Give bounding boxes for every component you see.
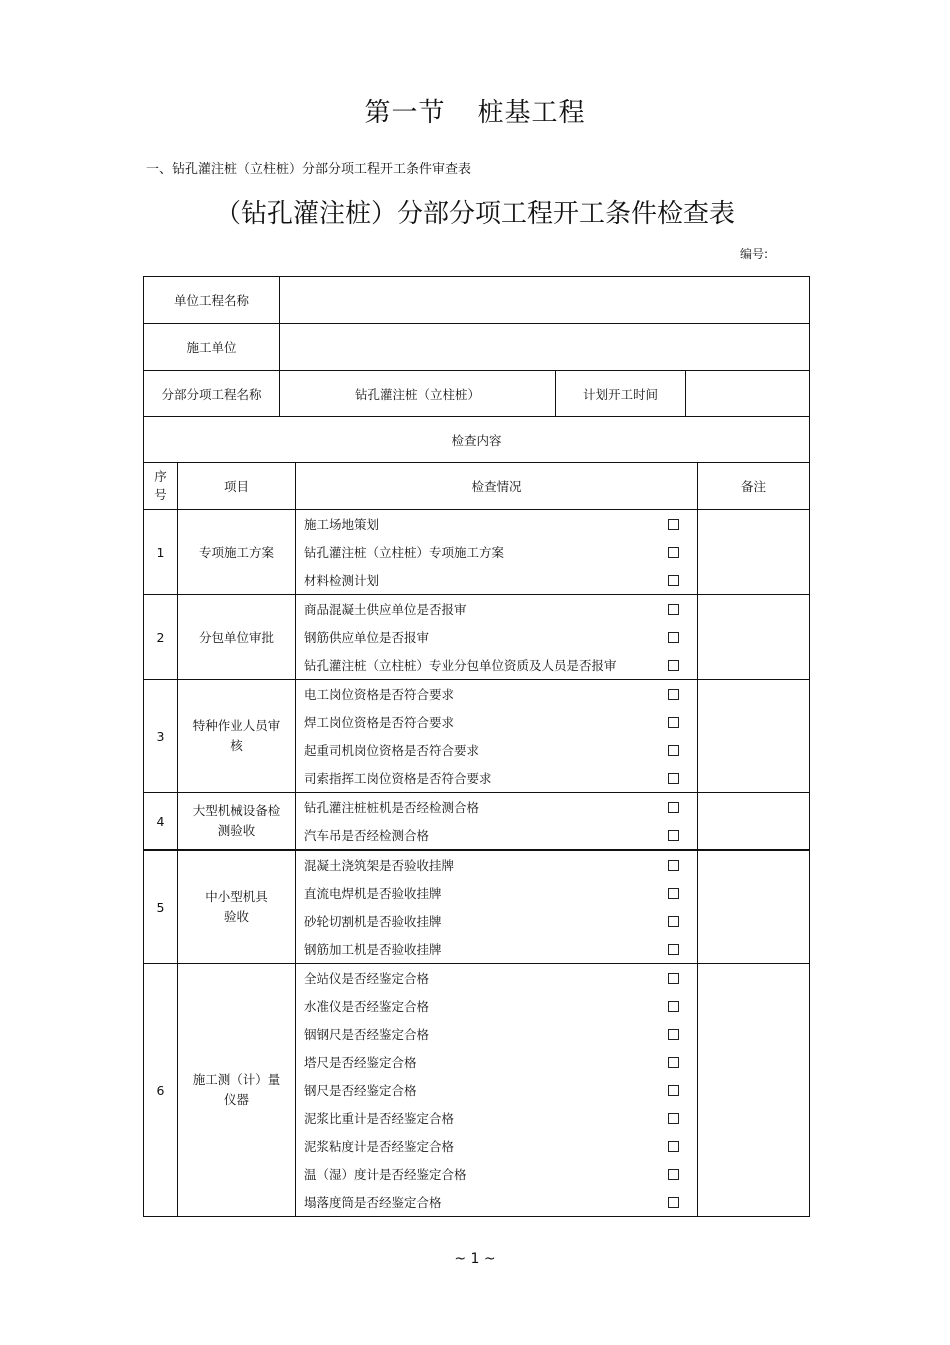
check-item-label: 全站仪是否经鉴定合格 (304, 971, 430, 986)
row-checks (296, 964, 698, 1217)
row-item (178, 964, 296, 1217)
checkbox-icon[interactable] (668, 745, 679, 756)
check-item-label: 水准仪是否经鉴定合格 (304, 999, 430, 1014)
check-item-label: 材料检测计划 (304, 573, 380, 588)
planned-start-label: 计划开工时间 (556, 371, 686, 417)
checkbox-icon[interactable] (668, 660, 679, 671)
row-remarks[interactable] (698, 680, 810, 793)
check-item[interactable] (296, 651, 697, 679)
row-seq: 2 (144, 595, 178, 680)
check-item[interactable] (296, 907, 697, 935)
seq-header-label: 序号 (154, 469, 167, 502)
subheading: 一、钻孔灌注桩（立柱桩）分部分项工程开工条件审查表 (146, 162, 472, 177)
section-title (0, 92, 950, 129)
check-item-label: 钻孔灌注桩（立柱桩）专项施工方案 (304, 545, 505, 560)
unit-project-label: 单位工程名称 (144, 277, 280, 324)
checkbox-icon[interactable] (668, 717, 679, 728)
row-item (178, 680, 296, 793)
row-seq: 5 (144, 850, 178, 964)
section-number: 第一节 (364, 98, 446, 128)
check-item-label: 钻孔灌注桩（立柱桩）专业分包单位资质及人员是否报审 (304, 658, 617, 673)
checkbox-icon[interactable] (668, 944, 679, 955)
form-title: （钻孔灌注桩）分部分项工程开工条件检查表 (214, 199, 735, 229)
row-checks (296, 680, 698, 793)
row-item-label: 大型机械设备检测验收 (192, 803, 281, 838)
check-item-label: 起重司机岗位资格是否符合要求 (304, 743, 480, 758)
seq-header (144, 463, 178, 510)
row-checks (296, 510, 698, 595)
checkbox-icon[interactable] (668, 830, 679, 841)
check-item-label: 焊工岗位资格是否符合要求 (304, 715, 455, 730)
checkbox-icon[interactable] (668, 1001, 679, 1012)
row-item-label: 特种作业人员审核 (192, 718, 281, 753)
check-item[interactable] (296, 680, 697, 708)
table-row (144, 850, 810, 964)
row-remarks[interactable] (698, 793, 810, 851)
checkbox-icon[interactable] (668, 860, 679, 871)
row-item (178, 850, 296, 964)
check-item[interactable] (296, 1132, 697, 1160)
header-table (143, 276, 810, 463)
checkbox-icon[interactable] (668, 973, 679, 984)
check-item-label: 泥浆粘度计是否经鉴定合格 (304, 1139, 455, 1154)
sub-project-value: 钻孔灌注桩（立柱桩） (280, 371, 556, 417)
table-row (144, 964, 810, 1217)
row-checks (296, 595, 698, 680)
checkbox-icon[interactable] (668, 632, 679, 643)
checkbox-icon[interactable] (668, 1029, 679, 1040)
check-item-label: 塔尺是否经鉴定合格 (304, 1055, 417, 1070)
check-item[interactable] (296, 935, 697, 963)
check-item-label: 直流电焊机是否验收挂牌 (304, 886, 442, 901)
row-remarks[interactable] (698, 850, 810, 964)
table-row (144, 793, 810, 851)
checkbox-icon[interactable] (668, 773, 679, 784)
check-item[interactable] (296, 764, 697, 792)
check-item[interactable] (296, 1076, 697, 1104)
row-item: 专项施工方案 (178, 510, 296, 595)
row-item: 分包单位审批 (178, 595, 296, 680)
check-item[interactable] (296, 821, 697, 849)
check-item[interactable] (296, 851, 697, 879)
check-item[interactable] (296, 1160, 697, 1188)
page-number: ~ 1 ~ (454, 1251, 496, 1267)
check-item[interactable] (296, 992, 697, 1020)
checkbox-icon[interactable] (668, 888, 679, 899)
unit-project-value[interactable] (280, 277, 810, 324)
number-label: 编号: (740, 247, 769, 261)
row-seq: 1 (144, 510, 178, 595)
checklist-table (143, 462, 810, 1217)
construction-unit-value[interactable] (280, 324, 810, 371)
row-remarks[interactable] (698, 595, 810, 680)
check-item-label: 塌落度筒是否经鉴定合格 (304, 1195, 442, 1210)
check-item[interactable] (296, 538, 697, 566)
row-checks (296, 793, 698, 851)
check-item-label: 钻孔灌注桩桩机是否经检测合格 (304, 800, 480, 815)
item-header: 项目 (178, 463, 296, 510)
row-seq: 3 (144, 680, 178, 793)
sub-project-label: 分部分项工程名称 (144, 371, 280, 417)
check-item[interactable] (296, 736, 697, 764)
check-item-label: 施工场地策划 (304, 517, 380, 532)
check-item[interactable] (296, 1104, 697, 1132)
row-seq: 6 (144, 964, 178, 1217)
checkbox-icon[interactable] (668, 1085, 679, 1096)
check-item-label: 温（湿）度计是否经鉴定合格 (304, 1167, 467, 1182)
check-item[interactable] (296, 595, 697, 623)
check-item-label: 汽车吊是否经检测合格 (304, 828, 430, 843)
check-item[interactable] (296, 879, 697, 907)
check-item[interactable] (296, 708, 697, 736)
check-item-label: 泥浆比重计是否经鉴定合格 (304, 1111, 455, 1126)
row-checks (296, 850, 698, 964)
check-item[interactable] (296, 623, 697, 651)
row-seq: 4 (144, 793, 178, 851)
section-name: 桩基工程 (477, 98, 586, 128)
check-item[interactable] (296, 510, 697, 538)
table-row (144, 595, 810, 680)
check-item[interactable] (296, 1020, 697, 1048)
row-item-label: 中小型机具验收 (205, 889, 268, 924)
checkbox-icon[interactable] (668, 1113, 679, 1124)
row-remarks[interactable] (698, 510, 810, 595)
check-item-label: 砂轮切割机是否验收挂牌 (304, 914, 442, 929)
checkbox-icon[interactable] (668, 802, 679, 813)
checkbox-icon[interactable] (668, 1169, 679, 1180)
check-item-label: 铟钢尺是否经鉴定合格 (304, 1027, 430, 1042)
table-row (144, 680, 810, 793)
status-header: 检查情况 (296, 463, 698, 510)
row-remarks[interactable] (698, 964, 810, 1217)
checkbox-icon[interactable] (668, 575, 679, 586)
row-item-label: 施工测（计）量仪器 (192, 1072, 281, 1107)
check-item-label: 混凝土浇筑架是否验收挂牌 (304, 858, 455, 873)
checkbox-icon[interactable] (668, 1197, 679, 1208)
checkbox-icon[interactable] (668, 547, 679, 558)
checkbox-icon[interactable] (668, 1141, 679, 1152)
checkbox-icon[interactable] (668, 519, 679, 530)
check-item[interactable] (296, 566, 697, 594)
check-item-label: 钢筋供应单位是否报审 (304, 630, 430, 645)
row-item (178, 793, 296, 851)
table-row (144, 510, 810, 595)
checkbox-icon[interactable] (668, 916, 679, 927)
checkbox-icon[interactable] (668, 689, 679, 700)
remarks-header: 备注 (698, 463, 810, 510)
check-item[interactable] (296, 1188, 697, 1216)
checkbox-icon[interactable] (668, 1057, 679, 1068)
check-item-label: 司索指挥工岗位资格是否符合要求 (304, 771, 492, 786)
planned-start-value[interactable] (686, 371, 810, 417)
check-item[interactable] (296, 964, 697, 992)
construction-unit-label: 施工单位 (144, 324, 280, 371)
check-item-label: 钢筋加工机是否验收挂牌 (304, 942, 442, 957)
check-item[interactable] (296, 793, 697, 821)
check-item-label: 商品混凝土供应单位是否报审 (304, 602, 467, 617)
check-item[interactable] (296, 1048, 697, 1076)
inspection-content-label: 检查内容 (144, 417, 810, 463)
checkbox-icon[interactable] (668, 604, 679, 615)
check-item-label: 钢尺是否经鉴定合格 (304, 1083, 417, 1098)
check-item-label: 电工岗位资格是否符合要求 (304, 687, 455, 702)
